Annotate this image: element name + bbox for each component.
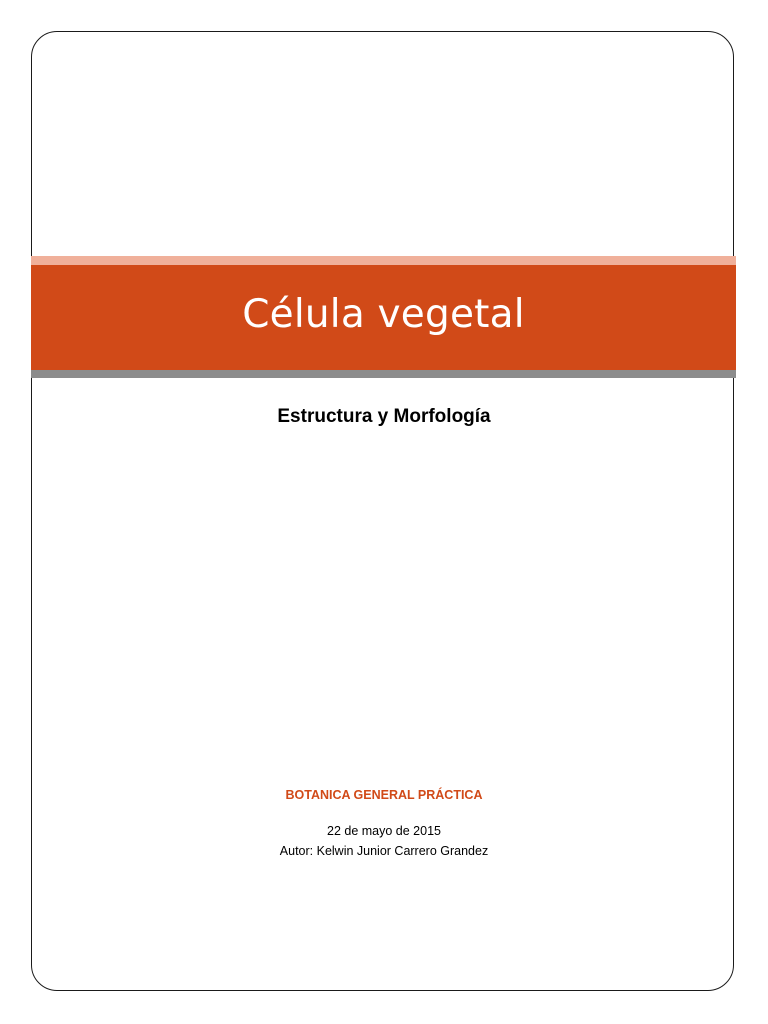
course-name: BOTANICA GENERAL PRÁCTICA [285,788,483,802]
title-band [31,265,736,370]
document-subtitle: Estructura y Morfología [277,406,491,427]
document-title: Célula vegetal [242,292,525,337]
document-author: Autor: Kelwin Junior Carrero Grandez [279,844,489,858]
document-date: 22 de mayo de 2015 [327,824,441,838]
title-band-top-stripe [31,256,736,265]
title-band-bottom-stripe [31,370,736,378]
